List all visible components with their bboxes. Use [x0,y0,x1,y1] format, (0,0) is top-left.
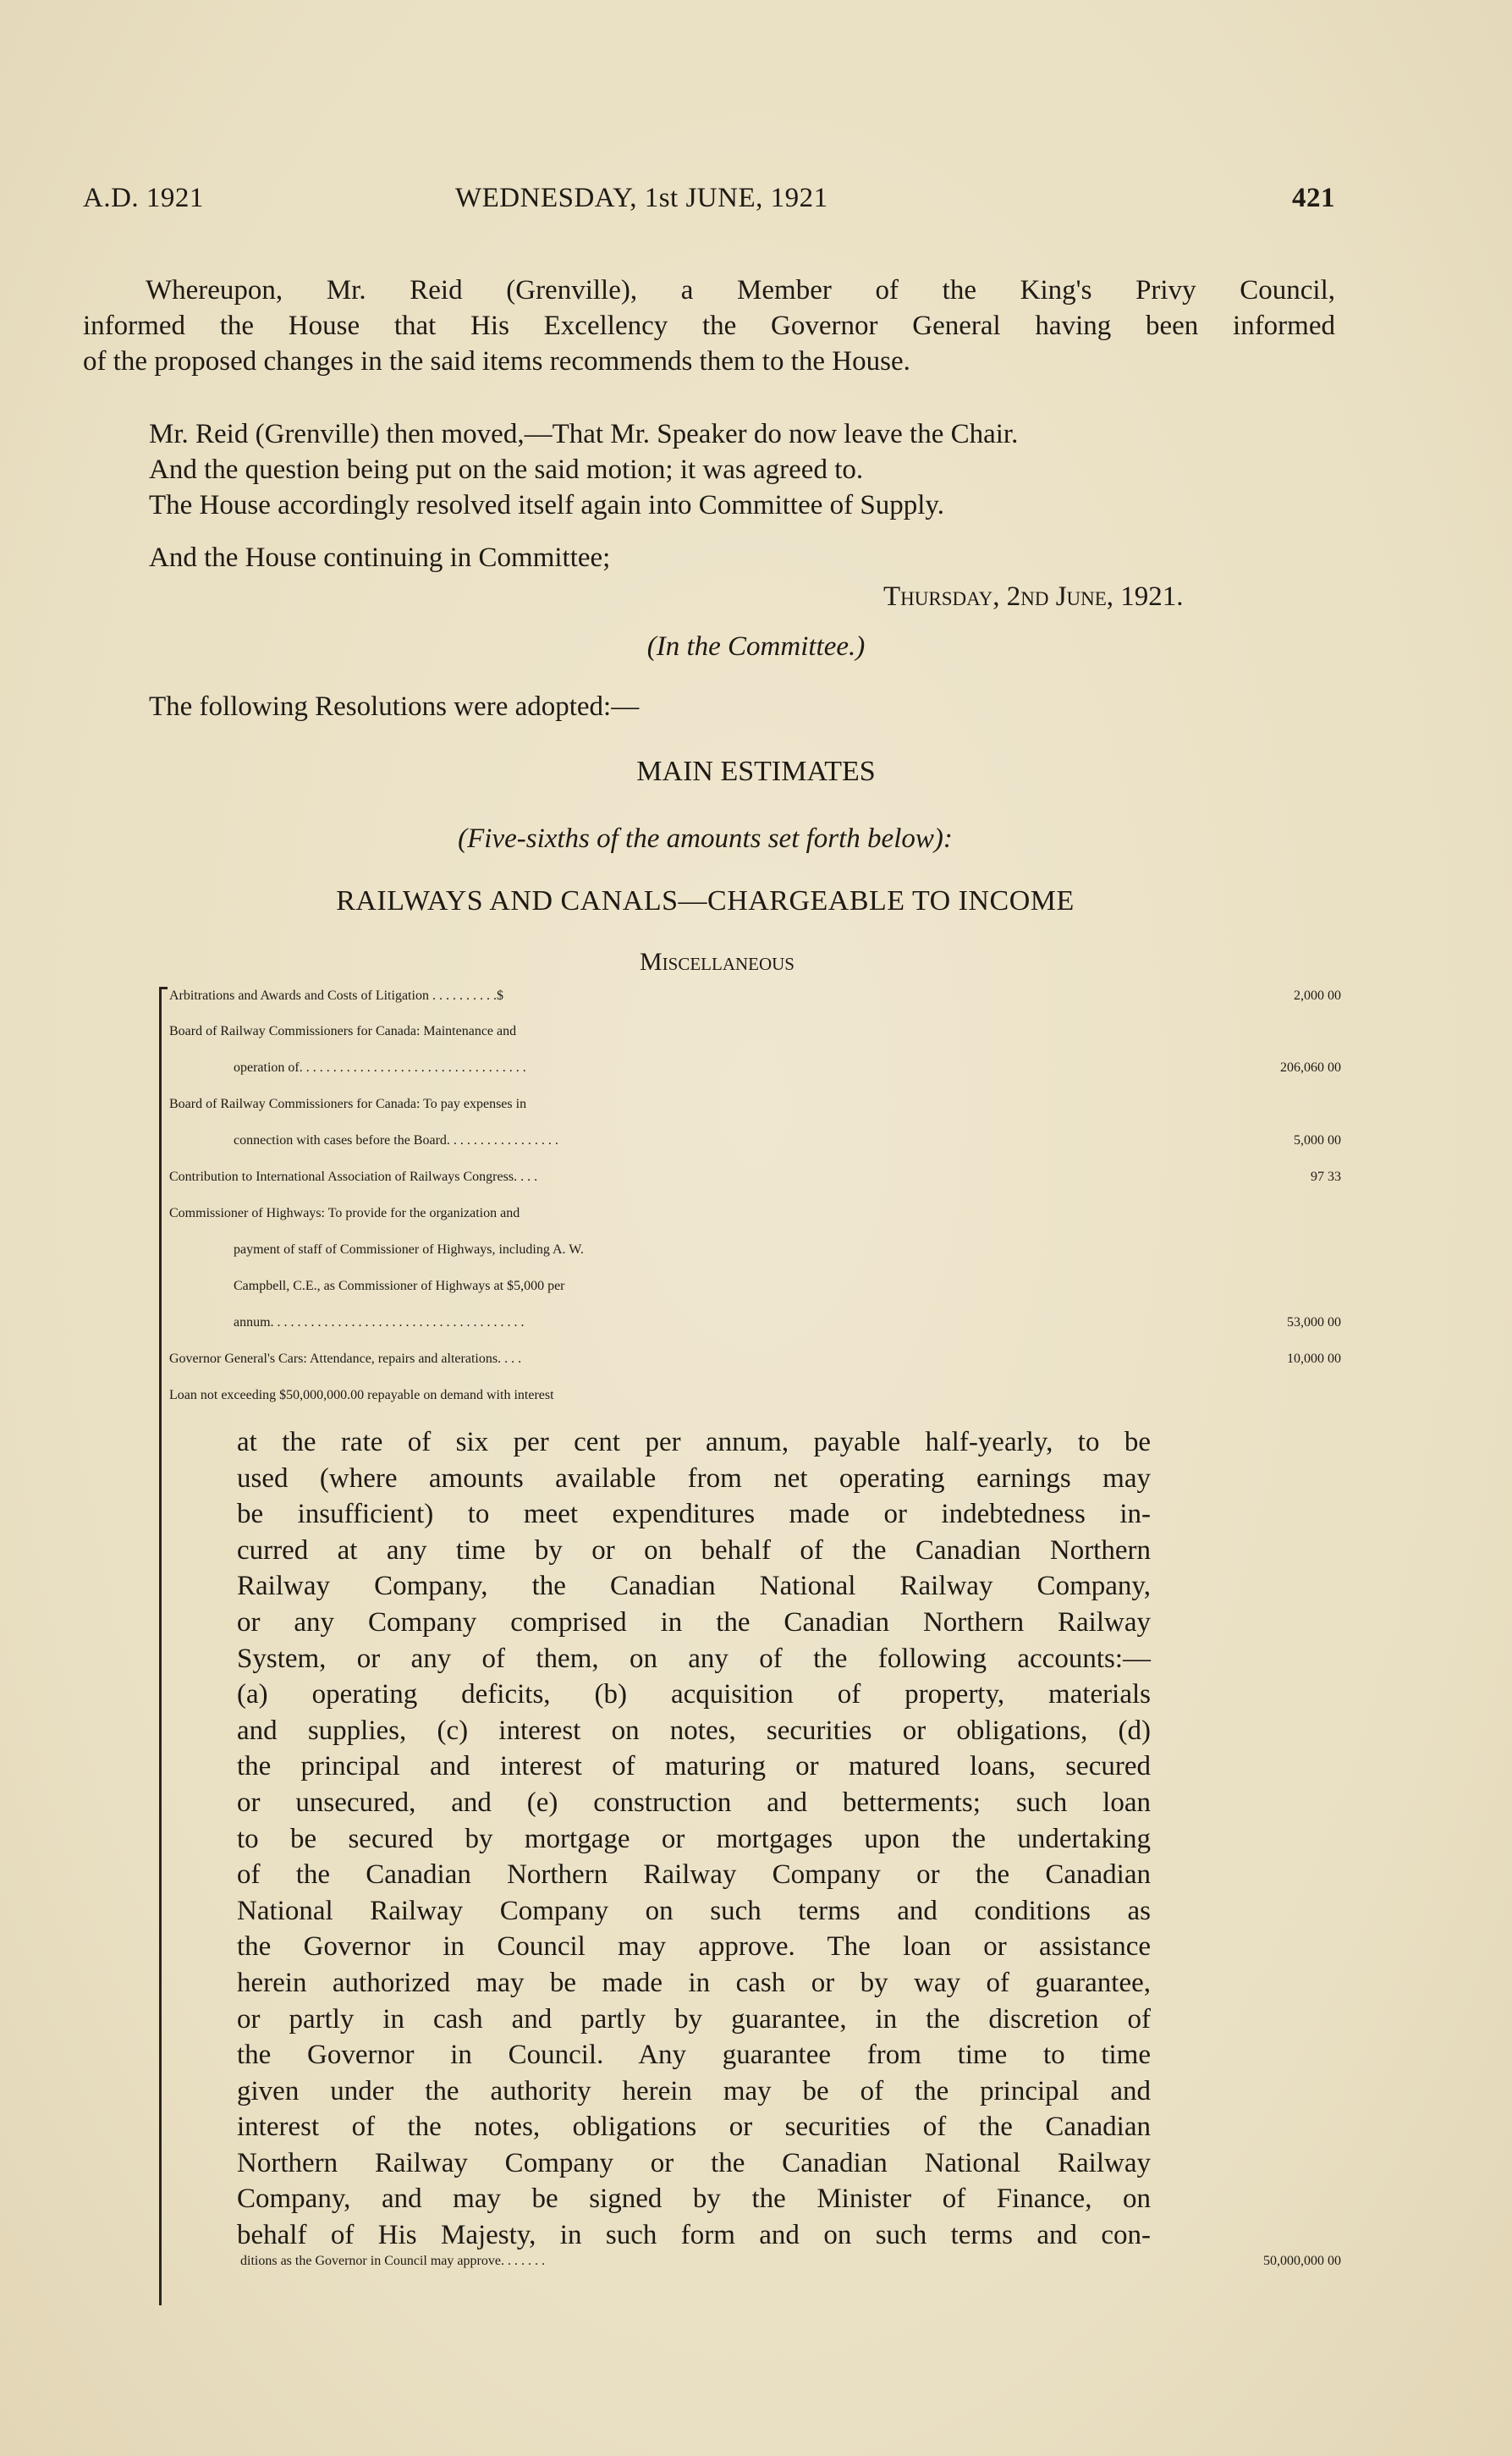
loan-last-line: ditions as the Governor in Council may approve. . . . . . . [240,2254,545,2268]
item-amount: 2,000 00 [1294,988,1341,1003]
items-bracket [159,988,170,2305]
loan-line: be insufficient) to meet expenditures made or indebtedness in- [237,1499,1151,1530]
item-amount: 5,000 00 [1294,1133,1341,1148]
section-title: RAILWAYS AND CANALS—CHARGEABLE TO INCOME [336,885,1075,917]
item-amount: 53,000 00 [1287,1315,1341,1330]
loan-line: National Railway Company on such terms and conditions as [237,1895,1151,1926]
loan-body [237,1424,1151,2254]
section-subtitle: Miscellaneous [639,948,794,976]
loan-line: used (where amounts available from net operating earnings may [237,1462,1151,1494]
loan-first-line: Loan not exceeding $50,000,000.00 repayable on demand with interest [169,1388,554,1402]
item-text: Campbell, C.E., as Commissioner of Highways at $5,000 per [234,1279,565,1293]
loan-line: Railway Company, the Canadian National Railway Company, [237,1571,1151,1602]
loan-line: Northern Railway Company or the Canadian National Railway [237,2147,1151,2178]
loan-line: and supplies, (c) interest on notes, securities or obligations, (d) [237,1715,1151,1746]
item-text: payment of staff of Commissioner of Highways, including A. W. [234,1242,584,1257]
committee-note: (In the Committee.) [646,631,866,662]
main-title: MAIN ESTIMATES [636,756,876,787]
motion-line: The House accordingly resolved itself again into Committee of Supply. [149,490,944,520]
intro-paragraph [83,273,1335,379]
loan-line: curred at any time by or on behalf of the Canadian Northern [237,1534,1151,1566]
item-text: Board of Railway Commissioners for Canada: To pay expenses in [169,1097,527,1111]
subtitle: (Five-sixths of the amounts set forth below): [458,823,953,854]
header-year: A.D. 1921 [83,183,204,213]
item-text: annum. . . . . . . . . . . . . . . . . . . . . . . . . . . . . . . . . . . . . . [234,1315,525,1330]
item-text: Commissioner of Highways: To provide for the organization and [169,1206,520,1220]
motion-line: Mr. Reid (Grenville) then moved,—That Mr. Speaker do now leave the Chair. [149,419,1019,449]
loan-line: the Governor in Council may approve. The loan or assistance [237,1931,1151,1963]
loan-line: to be secured by mortgage or mortgages upon the undertaking [237,1823,1151,1854]
loan-line: at the rate of six per cent per annum, payable half-yearly, to be [237,1427,1151,1457]
intro-line: of the proposed changes in the said items recommends them to the House. [83,346,910,377]
loan-line: behalf of His Majesty, in such form and on such terms and con- [237,2220,1151,2251]
loan-line: or partly in cash and partly by guarantee, in the discretion of [237,2003,1151,2035]
item-amount: 206,060 00 [1280,1060,1341,1075]
item-text: Governor General's Cars: Attendance, repairs and alterations. . . . [169,1352,522,1366]
loan-line: System, or any of them, on any of the following accounts:— [237,1643,1151,1674]
loan-line: herein authorized may be made in cash or by way of guarantee, [237,1967,1151,1998]
loan-line: or unsecured, and (e) construction and betterments; such loan [237,1787,1151,1818]
resolutions-intro: The following Resolutions were adopted:— [149,691,640,722]
loan-line: (a) operating deficits, (b) acquisition of property, materials [237,1679,1151,1710]
item-amount: 10,000 00 [1287,1352,1341,1366]
item-text: Contribution to International Association of Railways Congress. . . . [169,1170,538,1184]
loan-line: given under the authority herein may be of the principal and [237,2075,1151,2106]
sitting-date: Thursday, 2nd June, 1921. [883,581,1184,612]
loan-line: or any Company comprised in the Canadian Northern Railway [237,1606,1151,1638]
loan-line: the Governor in Council. Any guarantee from time to time [237,2040,1151,2071]
loan-line: the principal and interest of maturing or matured loans, secured [237,1751,1151,1782]
item-text: Board of Railway Commissioners for Canada: Maintenance and [169,1024,517,1038]
item-text: Arbitrations and Awards and Costs of Litigation . . . . . . . . . .$ [169,988,503,1003]
motion-line: And the question being put on the said motion; it was agreed to. [149,454,864,485]
header-date: WEDNESDAY, 1st JUNE, 1921 [455,183,828,213]
item-text: operation of. . . . . . . . . . . . . . . . . . . . . . . . . . . . . . . . . . [234,1060,526,1075]
loan-amount: 50,000,000 00 [1263,2254,1341,2268]
page-number: 421 [1292,183,1335,213]
item-amount: 97 33 [1311,1170,1341,1184]
loan-line: interest of the notes, obligations or securities of the Canadian [237,2112,1151,2143]
item-text: connection with cases before the Board. . . . . . . . . . . . . . . . . [234,1133,558,1148]
loan-line: of the Canadian Northern Railway Company or the Canadian [237,1859,1151,1891]
intro-line: Whereupon, Mr. Reid (Grenville), a Member of the King's Privy Council, [146,275,1335,306]
intro-line: informed the House that His Excellency the Governor General having been informed [83,311,1335,341]
motion-line: And the House continuing in Committee; [149,542,611,573]
loan-line: Company, and may be signed by the Minister of Finance, on [237,2183,1151,2215]
